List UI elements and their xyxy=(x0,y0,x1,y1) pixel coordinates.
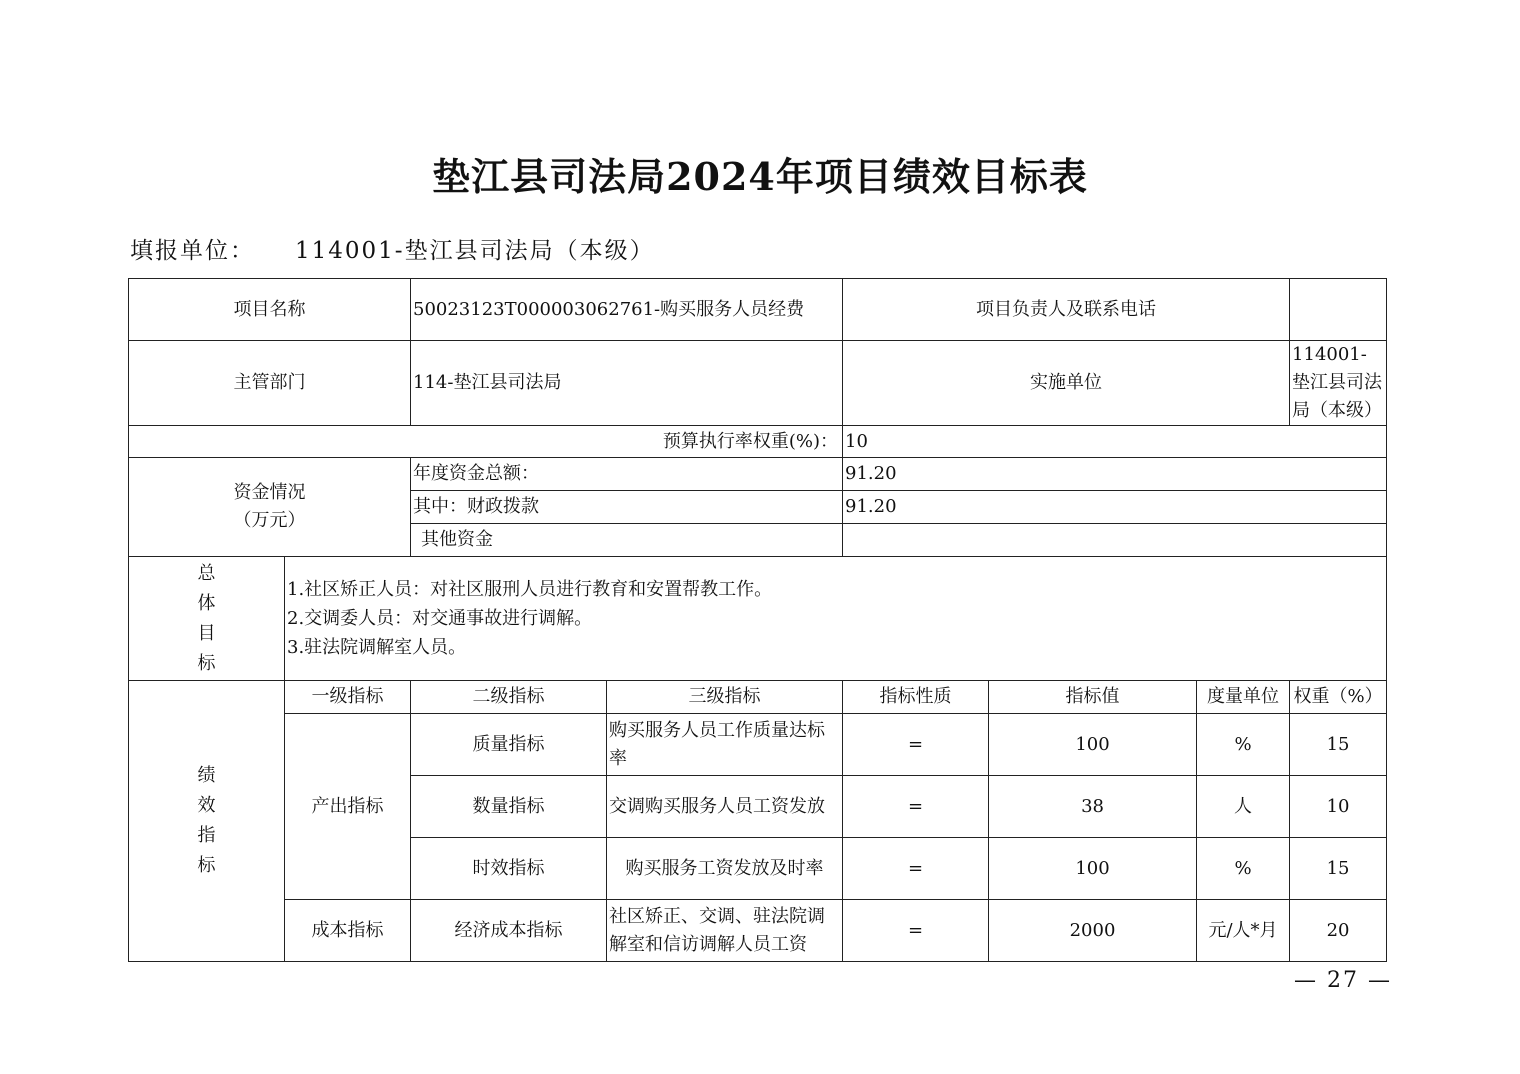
overall-goal-line: 2.交调委人员：对交通事故进行调解。 xyxy=(287,608,593,629)
impl-unit-label: 实施单位 xyxy=(843,341,1290,426)
table-row xyxy=(129,714,1387,776)
funds-row-label: 其中：财政拨款 xyxy=(411,491,843,524)
weight-cell: 15 xyxy=(1290,838,1387,900)
overall-goal-line: 3.驻法院调解室人员。 xyxy=(287,637,467,658)
header-unit: 度量单位 xyxy=(1197,681,1290,714)
filing-unit xyxy=(130,232,655,265)
value-cell: 2000 xyxy=(989,900,1197,962)
level2-cell: 数量指标 xyxy=(411,776,607,838)
funds-row-value xyxy=(843,524,1387,557)
filing-unit-label: 填报单位： xyxy=(130,238,255,264)
funds-row-value: 91.20 xyxy=(843,458,1387,491)
funds-label xyxy=(129,458,411,557)
table-row xyxy=(129,279,1387,341)
level2-cell: 质量指标 xyxy=(411,714,607,776)
table-row xyxy=(129,426,1387,458)
unit-cell: % xyxy=(1197,714,1290,776)
unit-cell: 人 xyxy=(1197,776,1290,838)
page-number: — 27 — xyxy=(1294,968,1392,993)
nature-cell: = xyxy=(843,776,989,838)
overall-goal-char: 标 xyxy=(197,652,216,674)
table-row xyxy=(129,341,1387,426)
weight-cell: 20 xyxy=(1290,900,1387,962)
level3-cell: 购买服务工资发放及时率 xyxy=(607,838,843,900)
overall-goal-char: 总 xyxy=(197,562,216,584)
header-level2: 二级指标 xyxy=(411,681,607,714)
indicators-char: 效 xyxy=(197,795,216,816)
funds-row-label: 年度资金总额： xyxy=(411,458,843,491)
budget-rate-value: 10 xyxy=(843,426,1387,458)
level3-cell: 社区矫正、交调、驻法院调解室和信访调解人员工资 xyxy=(607,900,843,962)
weight-cell: 10 xyxy=(1290,776,1387,838)
level1-cost: 成本指标 xyxy=(285,900,411,962)
header-value: 指标值 xyxy=(989,681,1197,714)
project-leader-label: 项目负责人及联系电话 xyxy=(843,279,1290,341)
project-name-value: 50023123T000003062761-购买服务人员经费 xyxy=(411,279,843,341)
nature-cell: = xyxy=(843,900,989,962)
level1-output: 产出指标 xyxy=(285,714,411,900)
level3-cell: 购买服务人员工作质量达标率 xyxy=(607,714,843,776)
overall-goal-line: 1.社区矫正人员：对社区服刑人员进行教育和安置帮教工作。 xyxy=(287,579,773,600)
header-nature: 指标性质 xyxy=(843,681,989,714)
header-level1: 一级指标 xyxy=(285,681,411,714)
indicators-char: 绩 xyxy=(197,765,216,786)
unit-cell: % xyxy=(1197,838,1290,900)
level2-cell: 经济成本指标 xyxy=(411,900,607,962)
filing-unit-value: 114001-垫江县司法局（本级） xyxy=(295,238,655,264)
impl-unit-value: 114001-垫江县司法局（本级） xyxy=(1290,341,1387,426)
level2-cell: 时效指标 xyxy=(411,838,607,900)
budget-rate-label: 预算执行率权重(%)： xyxy=(129,426,843,458)
dept-value: 114-垫江县司法局 xyxy=(411,341,843,426)
indicators-char: 标 xyxy=(197,855,216,876)
funds-row-value: 91.20 xyxy=(843,491,1387,524)
project-name-label: 项目名称 xyxy=(129,279,411,341)
dept-label: 主管部门 xyxy=(129,341,411,426)
table-row xyxy=(129,900,1387,962)
value-cell: 100 xyxy=(989,838,1197,900)
funds-label-line1: 资金情况 xyxy=(233,482,306,503)
indicators-char: 指 xyxy=(197,825,216,846)
page-title: 垫江县司法局2024年项目绩效目标表 xyxy=(432,154,1088,199)
project-leader-value xyxy=(1290,279,1387,341)
indicators-label xyxy=(129,681,285,962)
overall-goal-label xyxy=(129,557,285,681)
table-row xyxy=(129,681,1387,714)
overall-goal-char: 目 xyxy=(197,622,216,644)
value-cell: 100 xyxy=(989,714,1197,776)
weight-cell: 15 xyxy=(1290,714,1387,776)
unit-cell: 元/人*月 xyxy=(1197,900,1290,962)
header-level3: 三级指标 xyxy=(607,681,843,714)
header-weight: 权重（%） xyxy=(1290,681,1387,714)
table-row xyxy=(129,458,1387,491)
overall-goal-content xyxy=(285,557,1387,681)
performance-table xyxy=(128,278,1387,962)
nature-cell: = xyxy=(843,714,989,776)
overall-goal-char: 体 xyxy=(197,592,216,614)
funds-row-label: 其他资金 xyxy=(411,524,843,557)
level3-cell: 交调购买服务人员工资发放 xyxy=(607,776,843,838)
nature-cell: = xyxy=(843,838,989,900)
table-row xyxy=(129,557,1387,681)
funds-label-line2: （万元） xyxy=(233,510,306,531)
value-cell: 38 xyxy=(989,776,1197,838)
